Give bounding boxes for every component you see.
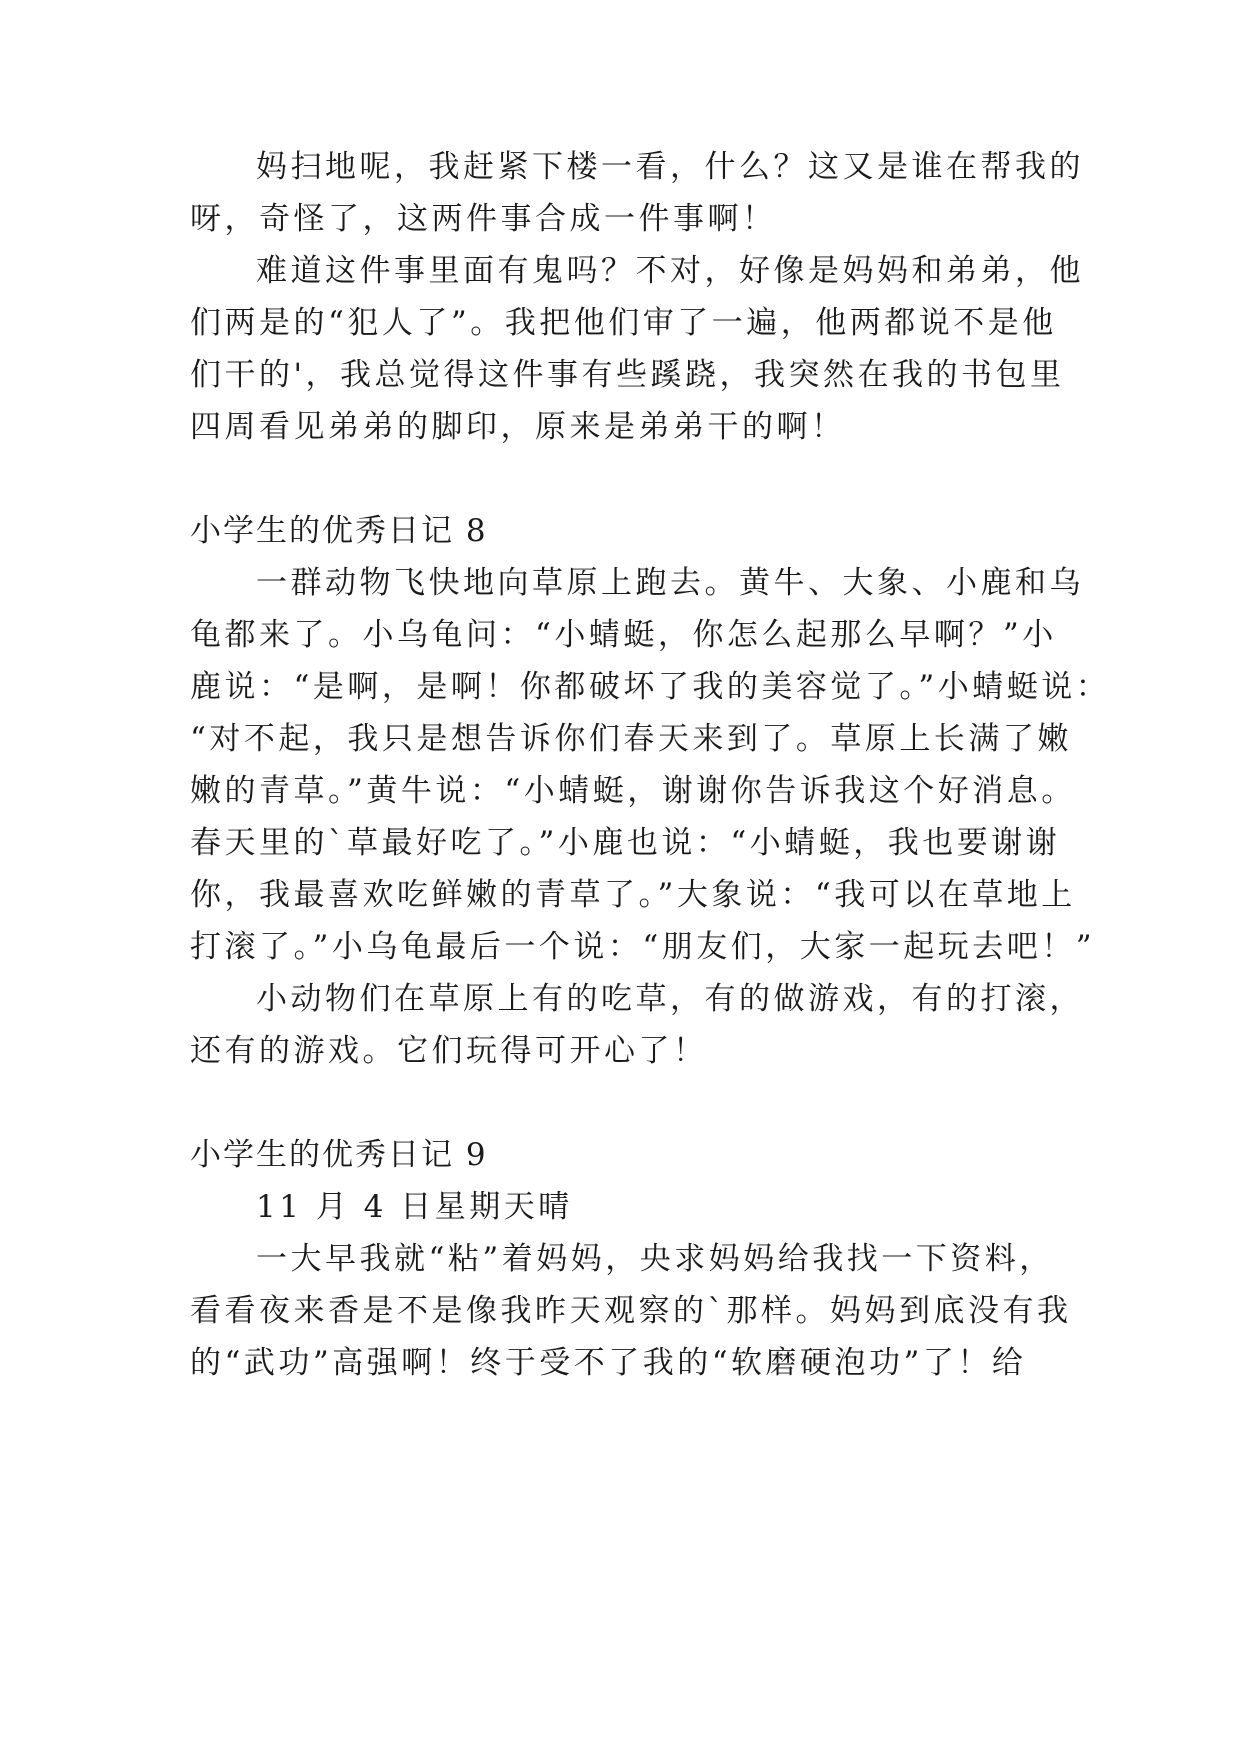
paragraph-line: “对不起，我只是想告诉你们春天来到了。草原上长满了嫩 (190, 721, 1072, 757)
paragraph-line: 打滚了。”小乌龟最后一个说：“朋友们，大家一起玩去吧！” (190, 929, 1096, 965)
paragraph-line: 呀，奇怪了，这两件事合成一件事啊！ (190, 201, 777, 237)
section-title: 小学生的优秀日记 8 (190, 513, 488, 549)
paragraph-line: 看看夜来香是不是像我昨天观察的`那样。妈妈到底没有我 (190, 1293, 1072, 1329)
paragraph-line: 们两是的“犯人了”。我把他们审了一遍，他两都说不是他 (190, 305, 1057, 341)
paragraph-line: 小动物们在草原上有的吃草，有的做游戏，有的打滚， (256, 981, 1084, 1017)
paragraph-line: 鹿说：“是啊，是啊！你都破坏了我的美容觉了。”小蜻蜓说： (190, 669, 1111, 705)
paragraph-line: 四周看见弟弟的脚印，原来是弟弟干的啊！ (190, 409, 846, 445)
paragraph-line: 难道这件事里面有鬼吗？不对，好像是妈妈和弟弟，他 (256, 253, 1084, 289)
paragraph-line: 还有的游戏。它们玩得可开心了！ (190, 1033, 708, 1069)
paragraph-line: 你，我最喜欢吃鲜嫩的青草了。”大象说：“我可以在草地上 (190, 877, 1076, 913)
paragraph-line: 一大早我就“粘”着妈妈，央求妈妈给我找一下资料， (256, 1241, 1054, 1277)
diary-date: 11 月 4 日星期天晴 (256, 1189, 573, 1225)
paragraph-line: 妈扫地呢，我赶紧下楼一看，什么？这又是谁在帮我的 (256, 149, 1084, 185)
section-title: 小学生的优秀日记 9 (190, 1137, 488, 1173)
paragraph-line: 嫩的青草。”黄牛说：“小蜻蜓，谢谢你告诉我这个好消息。 (190, 773, 1076, 809)
paragraph-line: 一群动物飞快地向草原上跑去。黄牛、大象、小鹿和乌 (256, 565, 1084, 601)
paragraph-line: 的“武功”高强啊！终于受不了我的“软磨硬泡功”了！给 (190, 1345, 1027, 1381)
paragraph-line: 们干的'，我总觉得这件事有些蹊跷，我突然在我的书包里 (190, 357, 1065, 393)
paragraph-line: 春天里的`草最好吃了。”小鹿也说：“小蜻蜓，我也要谢谢 (190, 825, 1061, 861)
paragraph-line: 龟都来了。小乌龟问：“小蜻蜓，你怎么起那么早啊？”小 (190, 617, 1057, 653)
